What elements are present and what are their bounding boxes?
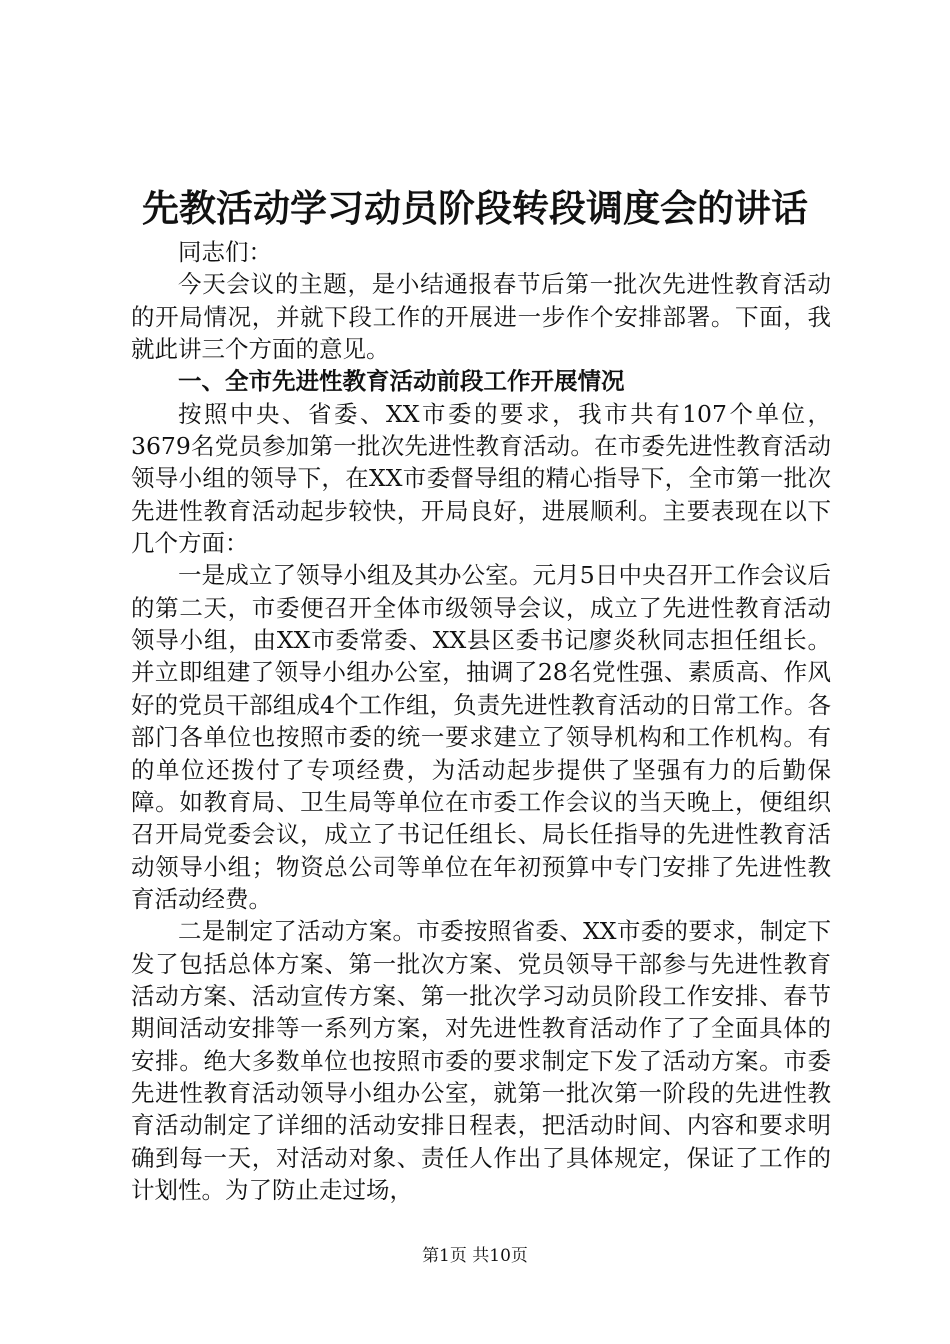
section-heading: 一、全市先进性教育活动前段工作开展情况 bbox=[178, 367, 625, 396]
body-paragraph: 二是制定了活动方案。市委按照省委、XX市委的要求，制定下发了包括总体方案、第一批次方案、党员领导干部参与先进性教育活动方案、活动宣传方案、第一批次学习动员阶段工作安排、春节期间活动安排等一系列方案，对先进性教育活动作了了全面具体的安排。绝大多数单位也按照市委的要求制定下发了活动方案。市委先进性教育活动领导小组办公室，就第一批次第一阶段的先进性教育活动制定了详细的活动安排日程表，把活动时间、内容和要求明确到每一天，对活动对象、责任人作出了具体规定，保证了工作的计划性。为了防止走过场， bbox=[131, 917, 831, 1204]
intro-paragraph: 今天会议的主题，是小结通报春节后第一批次先进性教育活动的开局情况，并就下段工作的开展进一步作个安排部署。下面，我就此讲三个方面的意见。 bbox=[131, 270, 831, 364]
document-title: 先教活动学习动员阶段转段调度会的讲话 bbox=[142, 186, 808, 230]
page-number-footer: 第1页 共10页 bbox=[422, 1246, 528, 1266]
document-body bbox=[131, 236, 831, 1206]
body-paragraph: 一是成立了领导小组及其办公室。元月5日中央召开工作会议后的第二天，市委便召开全体市级领导会议，成立了先进性教育活动领导小组，由XX市委常委、XX县区委书记廖炎秋同志担任组长。并立即组建了领导小组办公室，抽调了28名党性强、素质高、作风好的党员干部组成4个工作组，负责先进性教育活动的日常工作。各部门各单位也按照市委的统一要求建立了领导机构和工作机构。有的单位还拨付了专项经费，为活动起步提供了坚强有力的后勤保障。如教育局、卫生局等单位在市委工作会议的当天晚上，便组织召开局党委会议，成立了书记任组长、局长任指导的先进性教育活动领导小组；物资总公司等单位在年初预算中专门安排了先进性教育活动经费。 bbox=[131, 561, 831, 913]
body-paragraph: 按照中央、省委、XX市委的要求，我市共有107个单位，3679名党员参加第一批次先进性教育活动。在市委先进性教育活动领导小组的领导下，在XX市委督导组的精心指导下，全市第一批次先进性教育活动起步较快，开局良好，进展顺利。主要表现在以下几个方面： bbox=[131, 399, 831, 558]
salutation: 同志们： bbox=[178, 238, 272, 266]
